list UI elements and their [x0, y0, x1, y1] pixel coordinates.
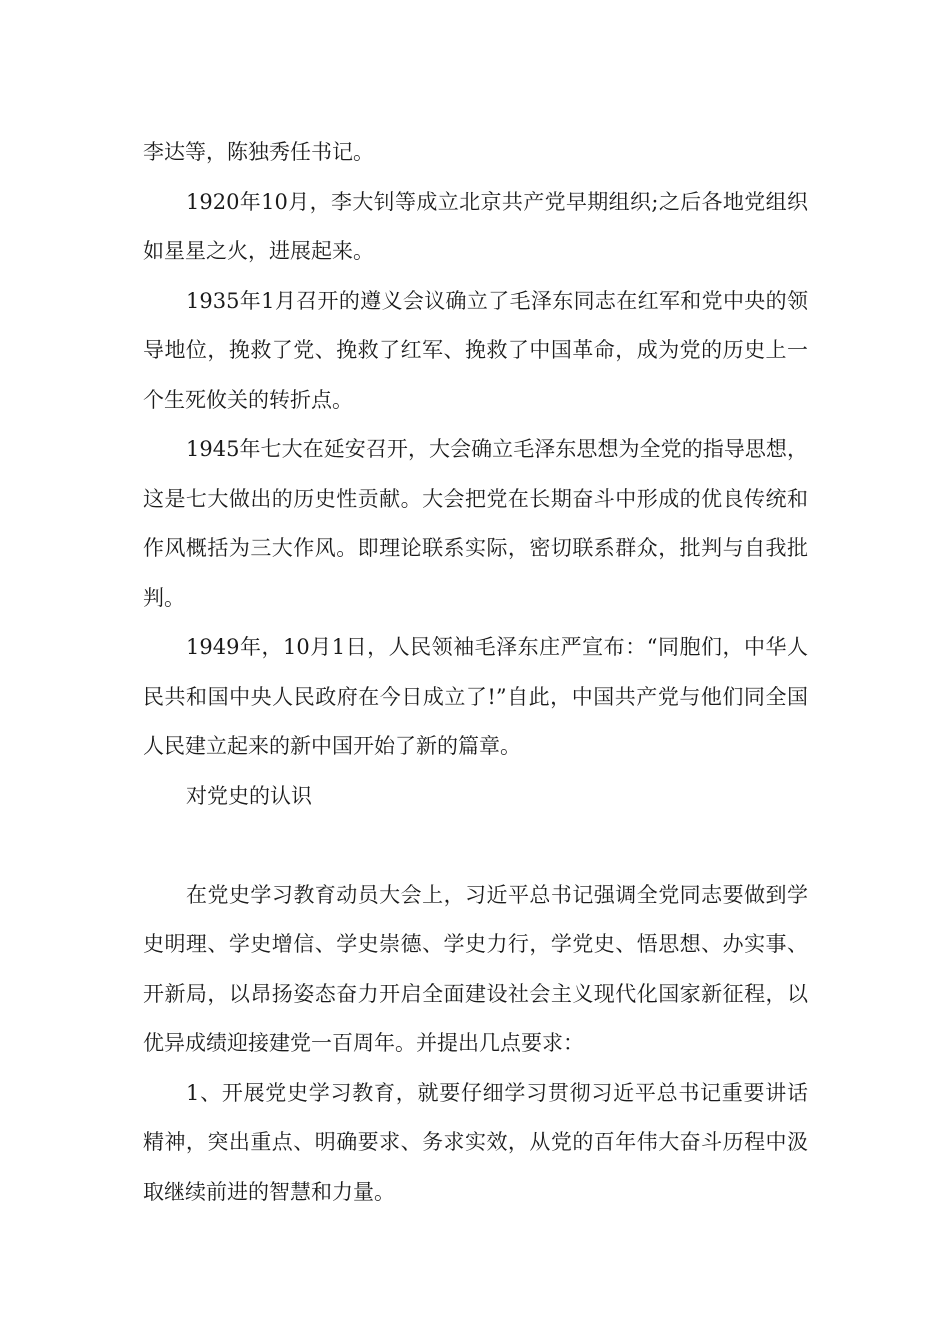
paragraph-1920: 1920年10月，李大钊等成立北京共产党早期组织;之后各地党组织如星星之火，进展起来。: [143, 189, 808, 263]
paragraph-continuation: 李达等，陈独秀任书记。: [143, 140, 374, 164]
paragraph-requirement-1: 1、开展党史学习教育，就要仔细学习贯彻习近平总书记重要讲话精神，突出重点、明确要求、务求实效，从党的百年伟大奋斗历程中汲取继续前进的智慧和力量。: [143, 1080, 808, 1204]
paragraph-1945: 1945年七大在延安召开，大会确立毛泽东思想为全党的指导思想，这是七大做出的历史性贡献。大会把党在长期奋斗中形成的优良传统和作风概括为三大作风。即理论联系实际，密切联系群众，批判与自我批判。: [143, 437, 808, 610]
paragraph-1949: 1949年，10月1日，人民领袖毛泽东庄严宣布：“同胞们，中华人民共和国中央人民政府在今日成立了!”自此，中国共产党与他们同全国人民建立起来的新中国开始了新的篇章。: [143, 635, 808, 758]
document-body: [143, 128, 808, 1217]
section-heading: 对党史的认识: [186, 783, 312, 808]
blank-line: [143, 821, 808, 871]
paragraph-1935: 1935年1月召开的遵义会议确立了毛泽东同志在红军和党中央的领导地位，挽救了党、挽救了红军、挽救了中国革命，成为党的历史上一个生死攸关的转折点。: [143, 288, 808, 412]
paragraph-mobilization-meeting: 在党史学习教育动员大会上，习近平总书记强调全党同志要做到学史明理、学史增信、学史崇德、学史力行，学党史、悟思想、办实事、开新局，以昂扬姿态奋力开启全面建设社会主义现代化国家新征程，以优异成绩迎接建党一百周年。并提出几点要求：: [143, 882, 808, 1055]
